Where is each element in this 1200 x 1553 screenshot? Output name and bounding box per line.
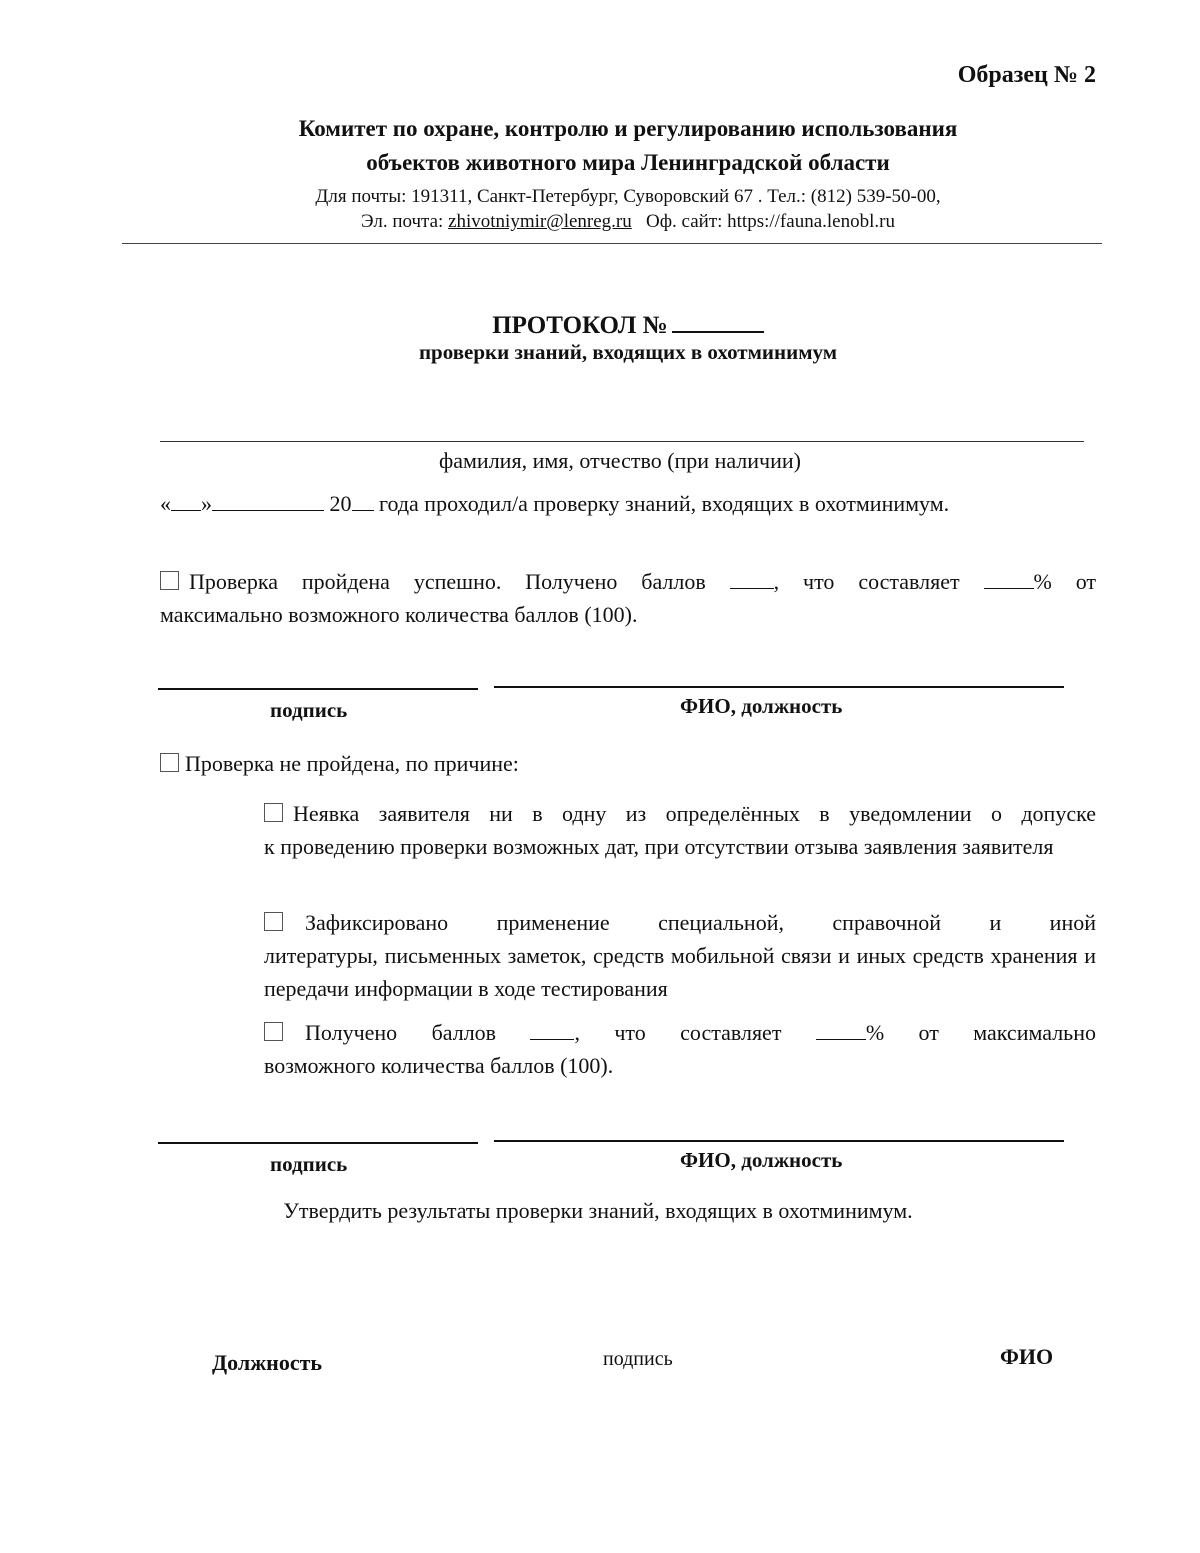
failed-option [160, 751, 519, 777]
failed-percent-blank[interactable] [816, 1019, 866, 1040]
reason-low-score-line1 [264, 1016, 1096, 1049]
reason-no-show-rest: к проведению проверки возможных дат, при отсутствии отзыва заявления заявителя [264, 834, 1054, 859]
failed-checkbox[interactable] [160, 753, 179, 772]
full-name-blank-line[interactable] [160, 441, 1084, 442]
reason-no-show [264, 797, 1096, 863]
signature-caption-1: подпись [270, 698, 348, 722]
reason-low-score [264, 1016, 1096, 1082]
protocol-subtitle: проверки знаний, входящих в охотминимум [418, 340, 838, 364]
protocol-title [0, 309, 1200, 340]
reason-cheating [264, 906, 1096, 1005]
exam-date-line [160, 490, 1100, 517]
failed-text: Проверка не пройдена, по причине: [185, 751, 519, 776]
contacts-online [0, 211, 1200, 233]
passed-score-blank[interactable] [730, 568, 774, 589]
passed-text-c: % от [1033, 569, 1097, 594]
passed-option-line1 [160, 565, 1096, 598]
full-name-caption: фамилия, имя, отчество (при наличии) [438, 448, 801, 473]
reason-low-score-checkbox[interactable] [264, 1022, 283, 1041]
fio-position-line-1[interactable] [494, 686, 1064, 688]
date-close-quote: » [201, 491, 212, 516]
passed-text: Проверка пройдена успешно. Получено баллов [189, 569, 706, 594]
signature-line-1[interactable] [158, 688, 478, 690]
reason-cheating-line1 [264, 906, 1096, 939]
passed-option-line2: максимально возможного количества баллов (100). [160, 602, 638, 627]
fio-position-line-2[interactable] [494, 1140, 1064, 1142]
approve-results-text: Утвердить результаты проверки знаний, входящих в охотминимум. [283, 1198, 913, 1223]
sample-label: Образец № 2 [957, 62, 1096, 88]
organization-name-line1: Комитет по охране, контролю и регулированию использования [298, 116, 958, 141]
passed-percent-blank[interactable] [984, 568, 1034, 589]
protocol-number-blank[interactable] [672, 309, 764, 333]
reason-low-score-text-c: % от максимально [865, 1020, 1096, 1045]
reason-low-score-text-b: , что составляет [574, 1020, 782, 1045]
fio-position-caption-2: ФИО, должность [680, 1148, 843, 1172]
date-open-quote: « [160, 491, 171, 516]
email-label: Эл. почта: [361, 211, 444, 232]
passed-option [160, 565, 1096, 631]
footer-position-label: Должность [212, 1350, 323, 1375]
reason-no-show-text: Неявка заявителя ни в одну из определённых в уведомлении о допуске [293, 801, 1096, 826]
reason-low-score-rest: возможного количества баллов (100). [264, 1053, 614, 1078]
reason-no-show-checkbox[interactable] [264, 803, 283, 822]
contacts-postal: Для почты: 191311, Санкт-Петербург, Суворовский 67 . Тел.: (812) 539-50-00, [315, 186, 941, 207]
year-blank[interactable] [352, 490, 374, 511]
passed-checkbox[interactable] [160, 571, 179, 590]
organization-name-line2: объектов животного мира Ленинградской области [366, 150, 890, 175]
signature-line-2[interactable] [158, 1142, 478, 1144]
failed-score-blank[interactable] [530, 1019, 574, 1040]
footer-fio-label: ФИО [1000, 1344, 1054, 1369]
passed-text-b: , что составляет [773, 569, 960, 594]
protocol-title-text: ПРОТОКОЛ № [492, 312, 668, 339]
month-blank[interactable] [212, 490, 324, 511]
reason-cheating-rest: литературы, письменных заметок, средств мобильной связи и иных средств хранения и передачи информации в ходе тестирования [264, 943, 1096, 1001]
reason-cheating-text: Зафиксировано применение специальной, справочной и иной [305, 910, 1096, 935]
reason-low-score-text: Получено баллов [305, 1020, 497, 1045]
email-link[interactable]: zhivotniymir@lenreg.ru [448, 211, 632, 232]
reason-cheating-checkbox[interactable] [264, 912, 283, 931]
header-divider [122, 243, 1102, 244]
exam-date-text: года проходил/а проверку знаний, входящих в охотминимум. [379, 491, 950, 516]
day-blank[interactable] [171, 490, 201, 511]
reason-no-show-line1 [264, 797, 1096, 830]
website-text: Оф. сайт: https://fauna.lenobl.ru [646, 211, 895, 232]
signature-caption-2: подпись [270, 1152, 348, 1176]
year-prefix: 20 [329, 491, 352, 516]
fio-position-caption-1: ФИО, должность [680, 694, 843, 718]
footer-signature-label: подпись [603, 1348, 673, 1370]
